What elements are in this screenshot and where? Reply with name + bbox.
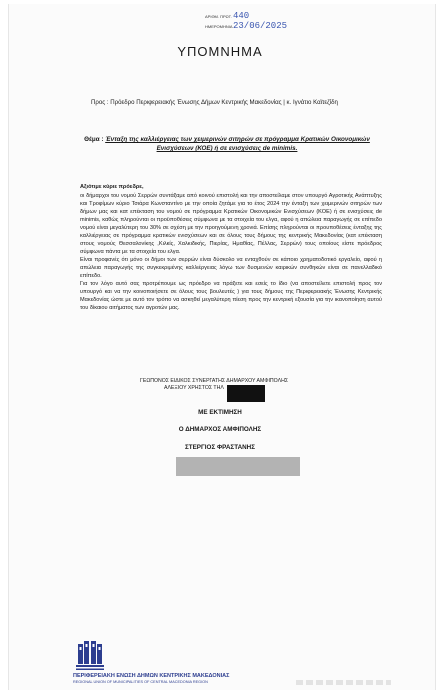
closing-regards: ΜΕ ΕΚΤΙΜΗΣΗ	[198, 409, 242, 416]
union-logo-icon	[75, 638, 105, 672]
signature-redaction	[176, 457, 300, 476]
body-paragraph: Είναι προφανές ότι μόνο οι δήμοι των σερρών είναι δύσκολο να ενταχθούν σε κάποιο χρηματοδοτικό εργαλείο, αφού η απώλεια παραγωγής της συγκεκριμένης καλλιέργειας λόγω των δυσμενών καιρικών συνθηκών είναι σε πανελλαδικό επίπεδο.	[80, 257, 382, 279]
signatory-contact: ΑΛΕΞΙΟΥ ΧΡΗΣΤΟΣ ΤΗΛ	[164, 385, 224, 391]
closing-name: ΣΤΕΡΓΙΟΣ ΦΡΑΣΤΑΝΗΣ	[184, 444, 255, 451]
greeting: Αξιότιμε κύριε πρόεδρε,	[80, 184, 144, 190]
protocol-stamp	[205, 12, 287, 32]
letter-body	[80, 183, 382, 312]
body-paragraph: Για τον λόγο αυτό σας προτρέπουμε ως πρόεδρο να πράξετε και εσείς το ίδιο (να αποστείλετε επιστολή προς τον υπουργό και να την κοινοποιήσετε σε όλους τους βουλευτές ) για τους δήμους της Περιφερειακής Ένωσης Κεντρικής Μακεδονίας ώστε με αυτό τον τρόπο να ασκηθεί μεγαλύτερη πίεση προς την κεντρική εξουσία για την ικανοποίηση αυτού του δίκαιου αιτήματος των αγροτών μας.	[80, 281, 382, 311]
recipient-label: Προς :	[91, 99, 109, 106]
protocol-number-label: ΑΡΙΘΜ. ΠΡΩΤ.	[205, 14, 232, 19]
footer-org-greek: ΠΕΡΙΦΕΡΕΙΑΚΗ ΕΝΩΣΗ ΔΗΜΩΝ ΚΕΝΤΡΙΚΗΣ ΜΑΚΕΔΟΝΙΑΣ	[73, 673, 230, 679]
footer-contact-faint	[296, 680, 391, 685]
subject-label: Θέμα :	[84, 136, 104, 143]
closing-role: Ο ΔΗΜΑΡΧΟΣ ΑΜΦΙΠΟΛΗΣ	[178, 426, 262, 433]
protocol-date-label: ΗΜΕΡΟΜΗΝΙΑ	[205, 24, 233, 30]
protocol-number: 440	[233, 11, 250, 22]
footer-org-english: REGIONAL UNION OF MUNICIPALITIES OF CENTRAL MACEDONIA REGION	[73, 680, 208, 684]
protocol-date: 23/06/2025	[233, 21, 288, 32]
recipient-text: Πρόεδρο Περιφερειακής Ένωσης Δήμων Κεντρικής Μακεδονίας | κ. Ιγνάτιο Καϊτεζίδη	[110, 99, 338, 106]
footer-organization	[73, 673, 229, 685]
body-paragraph: οι δήμαρχοι του νομού Σερρών συντάξαμε από κοινού επιστολή και την αποστείλαμε στον υπουργό Αγροτικής Ανάπτυξης και Τροφίμων κύριο Τσιάρα Κωνσταντίνο με την οποία ζητάμε για το έτος 2024 την ένταξη των χειμερινών σιτηρών των δήμων μας και κατ επέκταση του νομού σε πρόγραμμα Κρατικών Οικονομικών Ενισχύσεων (ΚΟΕ) ή σε ενισχύσεις de minimis, καθώς πληρούνται οι προϋποθέσεις σύμφωνα με τα στοιχεία του ελγα, αφού η απώλεια παραγωγής σε επίπεδο νομού είναι μεγαλύτερη του 30% σε σχέση με την προηγούμενη χρονιά. Επίσης πληρούνται οι προυποθέσεις ένταξης της καλλιέργειας σε πρόγραμμα κρατικών ενισχύσεων και σε όλους τους δήμους της κεντρικής Μακεδονίας (κατ επέκταση στους νομούς Θεσσαλονίκης ,Κιλκίς, Χαλκιδικής, Πιερίας, Ημαθίας, Πέλλας, Σερρών) τους οποίους είστε πρόεδρος σύμφωνα πάντα με τα στοιχεία του ελγα.	[80, 193, 382, 255]
signatory-block	[140, 378, 288, 402]
subject-line	[68, 135, 386, 153]
signatory-title: ΓΕΩΠΟΝΟΣ ΕΙΔΙΚΟΣ ΣΥΝΕΡΓΑΤΗΣ ΔΗΜΑΡΧΟΥ ΑΜΦΙΠΟΛΗΣ	[140, 378, 289, 384]
subject-text: Ένταξη της καλλιέργειας των χειμερινών σιτηρών σε πρόγραμμα Κρατικών Οικονομικών Ενισχύσεων (ΚΟΕ) ή σε ενισχύσεις de minimis.	[105, 136, 370, 152]
recipient-line	[91, 98, 391, 107]
redaction-box	[227, 385, 265, 402]
document-title: ΥΠΟΜΝΗΜΑ	[177, 44, 263, 59]
